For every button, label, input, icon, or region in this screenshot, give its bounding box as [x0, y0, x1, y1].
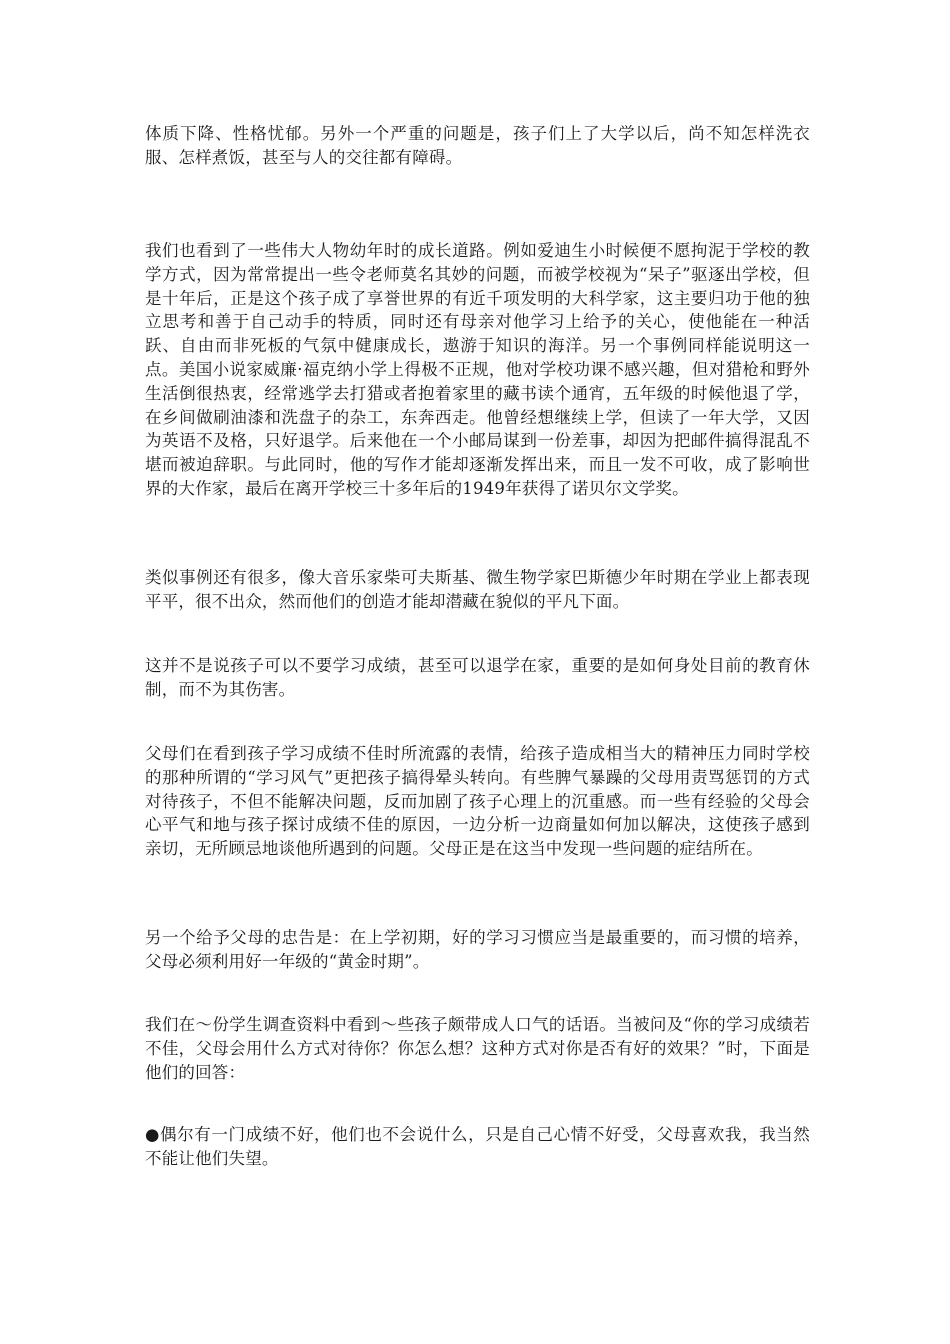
paragraph: 类似事例还有很多，像大音乐家柴可夫斯基、微生物学家巴斯德少年时期在学业上都表现平平，很不出众，然而他们的创造才能却潜藏在貌似的平凡下面。 [145, 568, 810, 611]
paragraph: 这并不是说孩子可以不要学习成绩，甚至可以退学在家，重要的是如何身处目前的教育休制，而不为其伤害。 [145, 656, 810, 699]
paragraph: 父母们在看到孩子学习成绩不佳时所流露的表情，给孩子造成相当大的精神压力同时学校的那种所谓的“学习风气”更把孩子搞得晕头转向。有些脾气暴躁的父母用责骂惩罚的方式对待孩子，不但不能解决问题，反而加剧了孩子心理上的沉重感。而一些有经验的父母会心平气和地与孩子探讨成绩不佳的原因，一边分析一边商量如何加以解决，这使孩子感到亲切，无所顾忌地谈他所遇到的问题。父母正是在这当中发现一些问题的症结所在。 [145, 744, 810, 859]
paragraph: 另一个给予父母的忠告是：在上学初期，好的学习习惯应当是最重要的，而习惯的培养，父母必须利用好一年级的“黄金时期”。 [145, 928, 810, 971]
paragraph: 我们也看到了一些伟大人物幼年时的成长道路。例如爱迪生小时候便不愿拘泥于学校的教学方式，因为常常提出一些令老师莫名其妙的问题，而被学校视为“呆子”驱逐出学校，但是十年后，正是这个孩子成了享誉世界的有近千项发明的大科学家，这主要归功于他的独立思考和善于自己动手的特质，同时还有母亲对他学习上给予的关心，使他能在一种活跃、自由而非死板的气氛中健康成长，遨游于知识的海洋。另一个事例同样能说明这一点。美国小说家威廉·福克纳小学上得极不正规，他对学校功课不感兴趣，但对猎枪和野外生活倒很热衷，经常逃学去打猎或者抱着家里的藏书读个通宵，五年级的时候他退了学，在乡间做刷油漆和洗盘子的杂工，东奔西走。他曾经想继续上学，但读了一年大学，又因为英语不及格，只好退学。后来他在一个小邮局谋到一份差事，却因为把邮件搞得混乱不堪而被迫辞职。与此同时，他的写作才能却逐渐发挥出来，而且一发不可收，成了影响世界的大作家，最后在离开学校三十多年后的1949年获得了诺贝尔文学奖。 [145, 241, 810, 498]
paragraph: 体质下降、性格忧郁。另外一个严重的问题是，孩子们上了大学以后，尚不知怎样洗衣服、怎样煮饭，甚至与人的交往都有障碍。 [145, 124, 810, 167]
bullet-paragraph: ●偶尔有一门成绩不好，他们也不会说什么，只是自己心情不好受，父母喜欢我，我当然不能让他们失望。 [145, 1125, 810, 1168]
paragraph: 我们在～份学生调查资料中看到～些孩子颇带成人口气的话语。当被问及“你的学习成绩若不佳，父母会用什么方式对待你？你怎么想？这种方式对你是否有好的效果？”时，下面是他们的回答： [145, 1015, 810, 1082]
